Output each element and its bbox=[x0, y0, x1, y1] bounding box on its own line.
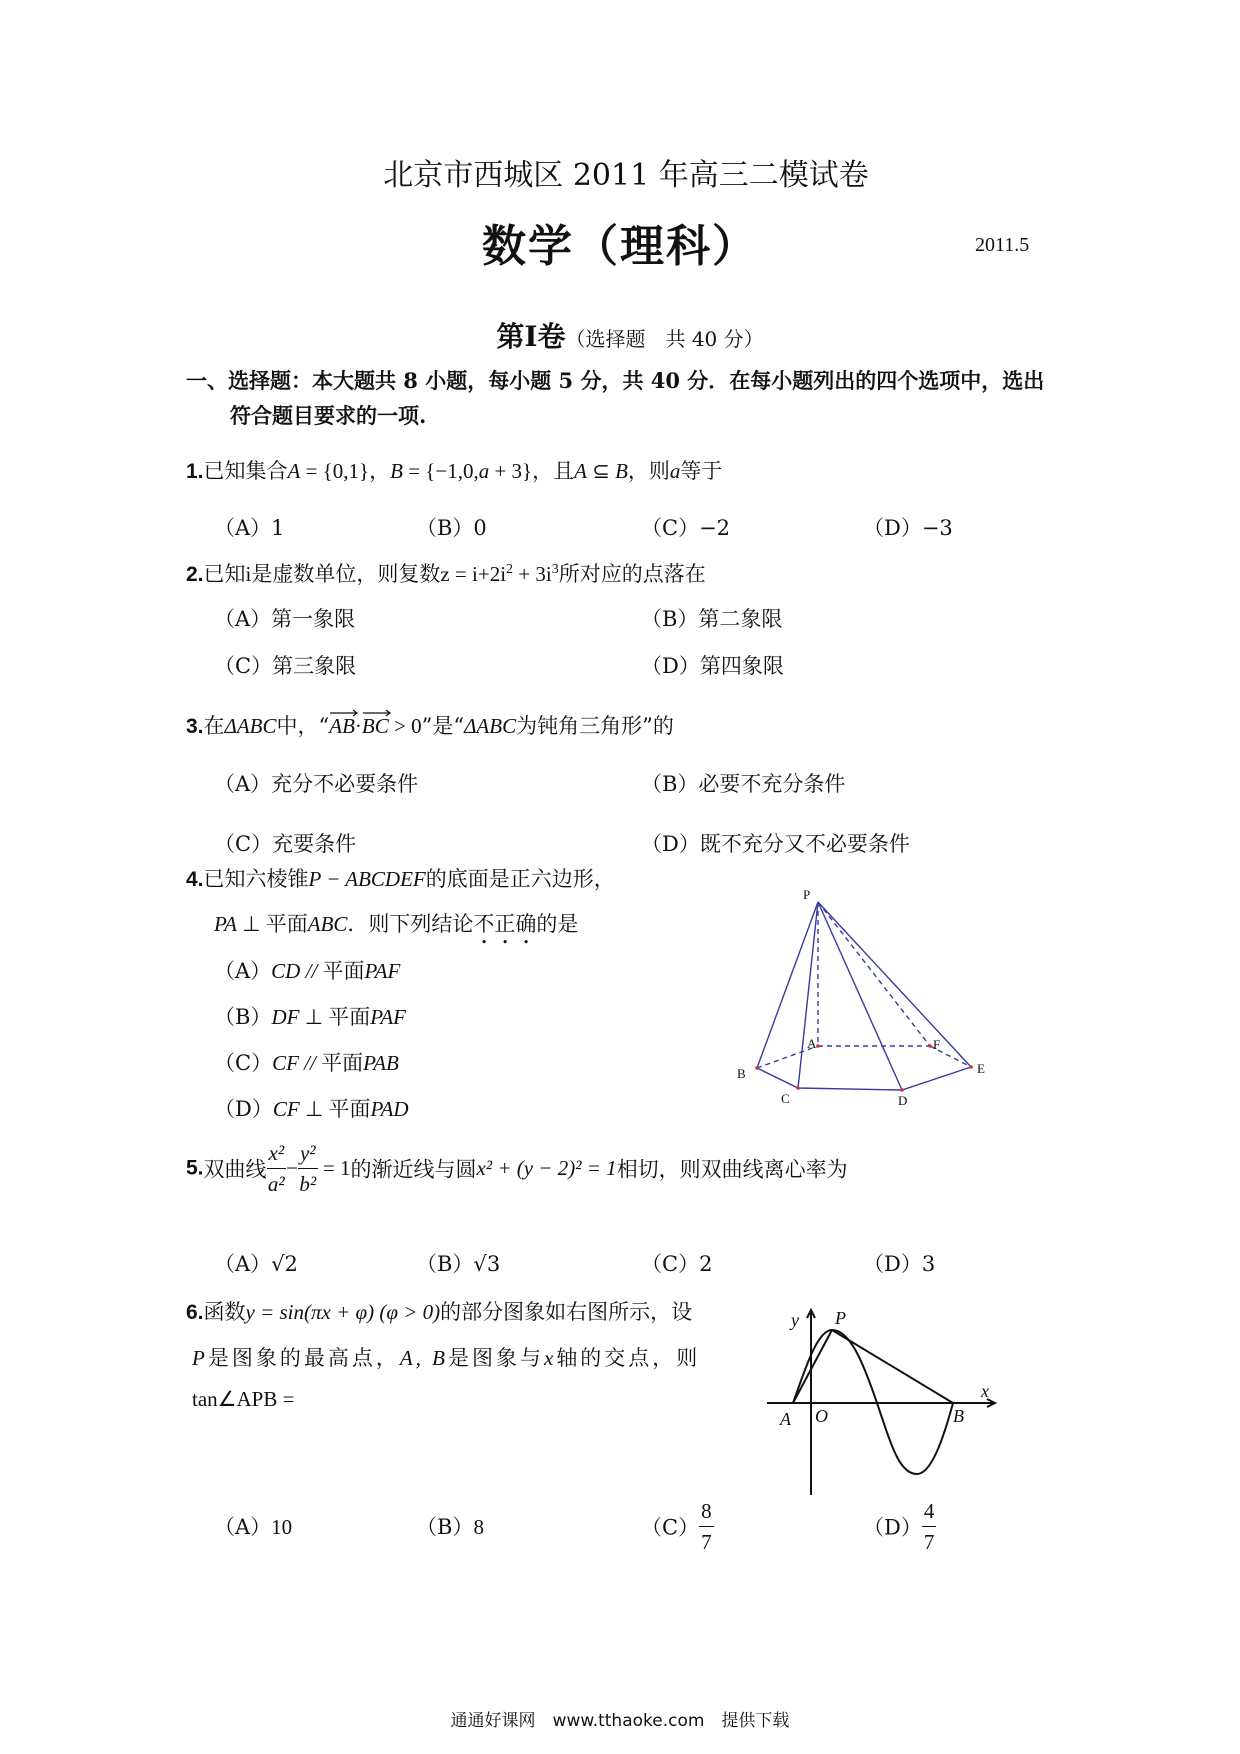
q-text: 是图象的最高点， bbox=[207, 1346, 400, 1370]
math: PA bbox=[214, 912, 237, 936]
emphasized-text: 不正确 bbox=[473, 912, 537, 936]
math: = 1 bbox=[317, 1156, 351, 1180]
section-header-line1: 一、选择题：本大题共 8 小题，每小题 5 分，共 40 分．在每小题列出的四个选项中，选出 bbox=[186, 368, 1045, 393]
question-4-line1 bbox=[186, 863, 615, 893]
q2-option-d: （D）第四象限 bbox=[641, 654, 784, 678]
q-text: 在 bbox=[203, 714, 225, 738]
part-title-note: （选择题 共 40 分） bbox=[565, 327, 764, 351]
label-p: P bbox=[803, 887, 811, 902]
math: · bbox=[354, 714, 362, 738]
q5-option-d: （D）3 bbox=[863, 1252, 936, 1276]
label-y: y bbox=[791, 1310, 799, 1330]
footer: 通通好课网 www.tthaoke.com 提供下载 bbox=[450, 1711, 790, 1731]
denominator: 7 bbox=[923, 1530, 935, 1554]
q-text: 平面 bbox=[328, 1005, 371, 1029]
math: ⊥ bbox=[299, 1097, 329, 1121]
q-text: 的渐近线与圆 bbox=[350, 1157, 477, 1182]
vector-label: BC bbox=[361, 714, 389, 738]
part-title bbox=[0, 315, 1240, 355]
math: a bbox=[478, 459, 490, 483]
q-text: 是虚数单位，则复数 bbox=[251, 562, 441, 586]
question-number: 1. bbox=[186, 460, 204, 483]
math-superscript: 2 bbox=[506, 562, 514, 577]
label-c: C bbox=[781, 1091, 790, 1105]
math: PAD bbox=[370, 1097, 409, 1121]
math: − bbox=[286, 1156, 298, 1180]
math: A bbox=[574, 459, 587, 483]
pyramid-figure bbox=[730, 885, 1020, 1105]
q-text: 已知六棱锥 bbox=[203, 867, 309, 891]
q6-option-a bbox=[214, 1511, 292, 1541]
q-text: 函数 bbox=[203, 1300, 246, 1324]
q-text: ，且 bbox=[532, 459, 575, 483]
q1-option-a: （A）1 bbox=[214, 516, 285, 540]
question-4-line2 bbox=[214, 908, 578, 949]
option-label: （D） bbox=[214, 1097, 273, 1121]
math: ΔABC bbox=[464, 714, 517, 738]
exam-title: 北京市西城区 2011 年高三二模试卷 bbox=[383, 158, 869, 193]
question-number: 4. bbox=[186, 868, 204, 891]
option-label: （B） bbox=[214, 1005, 272, 1029]
q-text: 的底面是正六边形， bbox=[425, 867, 615, 891]
math: + 3i bbox=[513, 562, 552, 586]
fraction-y2-b2 bbox=[298, 1138, 318, 1199]
math: x bbox=[543, 1346, 557, 1370]
math: A bbox=[287, 459, 301, 483]
label-p: P bbox=[835, 1308, 846, 1328]
math: + 3} bbox=[489, 459, 533, 483]
question-2 bbox=[186, 558, 706, 588]
math: P bbox=[192, 1346, 208, 1370]
part-title-main: 第Ⅰ卷 bbox=[496, 320, 566, 353]
numerator: y² bbox=[298, 1138, 318, 1169]
math: DF bbox=[271, 1005, 300, 1029]
q-text: 平面 bbox=[322, 959, 365, 983]
fraction-8-7 bbox=[699, 1496, 714, 1557]
math: y = sin(πx + φ) (φ > 0) bbox=[245, 1300, 441, 1324]
sine-graph-figure bbox=[755, 1300, 1005, 1500]
label-x: x bbox=[981, 1381, 989, 1401]
q5-option-b: （B）√3 bbox=[416, 1252, 501, 1276]
q2-option-b: （B）第二象限 bbox=[641, 607, 783, 631]
q5-option-c: （C）2 bbox=[641, 1252, 713, 1276]
question-number: 3. bbox=[186, 715, 204, 738]
question-5 bbox=[186, 1138, 848, 1199]
q-text: 的部分图象如右图所示，设 bbox=[440, 1300, 693, 1324]
label-f: F bbox=[933, 1037, 941, 1052]
question-6-line3: tan∠APB = bbox=[192, 1387, 295, 1411]
q3-option-d: （D）既不充分又不必要条件 bbox=[641, 832, 910, 856]
segment-pa bbox=[793, 1330, 832, 1403]
math: A, B bbox=[399, 1346, 448, 1370]
math: P − ABCDEF bbox=[308, 867, 426, 891]
exam-date: 2011.5 bbox=[975, 234, 1030, 256]
q-text: 的是 bbox=[536, 912, 579, 936]
q-text: 双曲线 bbox=[203, 1157, 267, 1182]
section-header-line2: 符合题目要求的一项. bbox=[230, 403, 427, 428]
q1-option-d: （D）−3 bbox=[863, 516, 953, 540]
math: ⊥ bbox=[299, 1005, 329, 1029]
edge-pe bbox=[818, 902, 971, 1067]
label-a: A bbox=[807, 1036, 817, 1051]
subject-title: 数学（理科） bbox=[482, 221, 758, 272]
math: x² + (y − 2)² = 1 bbox=[476, 1156, 617, 1180]
option-label: （C） bbox=[641, 1515, 700, 1540]
q-text: 已知集合 bbox=[203, 459, 288, 483]
option-value: 10 bbox=[271, 1515, 293, 1539]
edge-pd bbox=[818, 902, 902, 1090]
math: // bbox=[298, 1051, 322, 1075]
q-text: 相切，则双曲线离心率为 bbox=[616, 1157, 848, 1182]
option-value: 8 bbox=[473, 1515, 484, 1539]
q1-option-c: （C）−2 bbox=[641, 516, 731, 540]
option-label: （D） bbox=[863, 1515, 922, 1540]
q-text: 等于 bbox=[680, 459, 723, 483]
question-3 bbox=[186, 710, 674, 740]
math: PAB bbox=[363, 1051, 399, 1075]
label-d: D bbox=[898, 1093, 908, 1105]
q-text: 是图象与 bbox=[447, 1346, 544, 1370]
q-text: ”是“ bbox=[421, 714, 465, 738]
q-text: 中，“ bbox=[276, 714, 330, 738]
math: i bbox=[245, 562, 252, 586]
q3-option-c: （C）充要条件 bbox=[214, 832, 357, 856]
math: CF bbox=[272, 1051, 299, 1075]
q-text: ，则 bbox=[627, 459, 670, 483]
numerator: x² bbox=[267, 1138, 287, 1169]
math: = {−1,0, bbox=[402, 459, 479, 483]
question-6-line1 bbox=[186, 1296, 692, 1326]
option-label: （C） bbox=[214, 1051, 273, 1075]
label-a: A bbox=[780, 1409, 791, 1429]
q4-option-a bbox=[214, 955, 400, 985]
q4-option-b bbox=[214, 1001, 406, 1031]
math: PAF bbox=[364, 959, 401, 983]
segment-pb bbox=[832, 1330, 953, 1403]
q4-option-d bbox=[214, 1093, 409, 1123]
denominator: a² bbox=[267, 1172, 285, 1196]
base-visible-edges bbox=[757, 1067, 971, 1090]
math: = {0,1} bbox=[300, 459, 370, 483]
question-number: 6. bbox=[186, 1301, 204, 1324]
q5-option-a: （A）√2 bbox=[214, 1252, 298, 1276]
math: ⊥ bbox=[236, 912, 266, 936]
q6-option-c bbox=[641, 1496, 714, 1557]
label-b: B bbox=[953, 1406, 964, 1426]
option-label: （A） bbox=[214, 1515, 272, 1539]
q-text: 平面 bbox=[265, 912, 308, 936]
vector-bc bbox=[362, 714, 389, 739]
q-text: 为钝角三角形”的 bbox=[516, 714, 674, 738]
math: CF bbox=[272, 1097, 300, 1121]
fraction-4-7 bbox=[922, 1496, 937, 1557]
fraction-x2-a2 bbox=[267, 1138, 287, 1199]
q6-option-d bbox=[863, 1496, 936, 1557]
denominator: 7 bbox=[701, 1530, 712, 1554]
math: B bbox=[615, 459, 628, 483]
math: z = i+2i bbox=[440, 562, 507, 586]
math: a bbox=[669, 459, 681, 483]
q-text: 平面 bbox=[328, 1097, 371, 1121]
label-o: O bbox=[815, 1406, 828, 1426]
q3-option-b: （B）必要不充分条件 bbox=[641, 772, 846, 796]
q-text: 轴的交点，则 bbox=[556, 1346, 701, 1370]
vector-ab bbox=[329, 714, 355, 739]
math: ⊆ bbox=[586, 459, 616, 483]
q-text: 平面 bbox=[321, 1051, 364, 1075]
numerator: 8 bbox=[699, 1496, 714, 1527]
math-superscript: 3 bbox=[551, 562, 559, 577]
numerator: 4 bbox=[922, 1496, 937, 1527]
math: B bbox=[390, 459, 403, 483]
q-text: 所对应的点落在 bbox=[558, 562, 706, 586]
math: PAF bbox=[370, 1005, 407, 1029]
edge-pf bbox=[818, 902, 930, 1046]
q2-option-c: （C）第三象限 bbox=[214, 654, 357, 678]
q-text: 已知 bbox=[203, 562, 246, 586]
question-number: 2. bbox=[186, 563, 204, 586]
label-e: E bbox=[977, 1061, 985, 1076]
q6-option-b bbox=[416, 1511, 484, 1541]
math: CD bbox=[271, 959, 301, 983]
q3-option-a: （A）充分不必要条件 bbox=[214, 772, 419, 796]
q-text: ， bbox=[369, 459, 391, 483]
q-text: ．则下列结论 bbox=[347, 912, 474, 936]
q1-option-b: （B）0 bbox=[416, 516, 487, 540]
option-label: （A） bbox=[214, 959, 272, 983]
math: > 0 bbox=[388, 714, 422, 738]
denominator: b² bbox=[299, 1172, 317, 1196]
question-6-line2 bbox=[192, 1342, 700, 1372]
q2-option-a: （A）第一象限 bbox=[214, 607, 356, 631]
label-b: B bbox=[737, 1066, 746, 1081]
question-number: 5. bbox=[186, 1156, 204, 1180]
question-1 bbox=[186, 455, 722, 485]
math: ABC bbox=[307, 912, 348, 936]
math: ΔABC bbox=[224, 714, 277, 738]
vector-label: AB bbox=[329, 714, 355, 738]
option-label: （B） bbox=[416, 1515, 474, 1539]
q4-option-c bbox=[214, 1047, 399, 1077]
math: // bbox=[300, 959, 323, 983]
